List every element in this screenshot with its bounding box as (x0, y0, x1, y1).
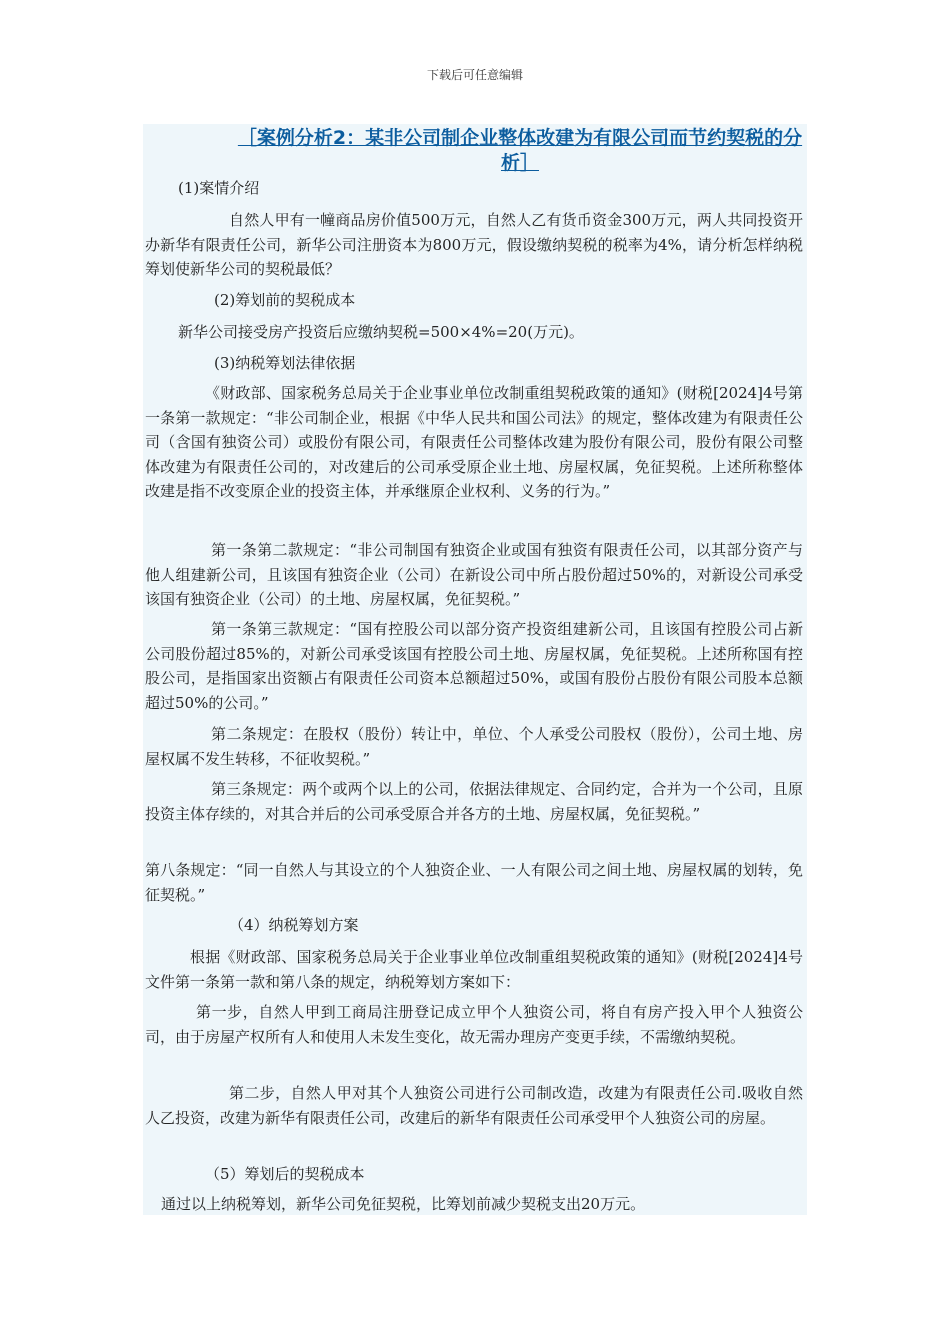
paragraph-article-1-clause-2: 第一条第二款规定：“非公司制国有独资企业或国有独资有限责任公司，以其部分资产与他人组建新公司，且该国有独资企业（公司）在新设公司中所占股份超过50%的，对新设公司承受该国有独资企业（公司）的土地、房屋权属，免征契税。” (145, 541, 803, 608)
article-title: ［案例分析2：某非公司制企业整体改建为有限公司而节约契税的分析］ (237, 127, 803, 174)
paragraph-step-two: 第二步，自然人甲对其个人独资公司进行公司制改造，改建为有限责任公司.吸收自然人乙投资，改建为新华有限责任公司，改建后的新华有限责任公司承受甲个人独资公司的房屋。 (145, 1084, 803, 1127)
page-header-note: 下载后可任意编辑 (426, 68, 523, 82)
heading-cost-before: (2)筹划前的契税成本 (214, 291, 356, 309)
paragraph-article-2: 第二条规定：在股权（股份）转让中，单位、个人承受公司股权（股份），公司土地、房屋权属不发生转移，不征收契税。” (145, 725, 803, 768)
paragraph-article-1-clause-3: 第一条第三款规定：“国有控股公司以部分资产投资组建新公司，且该国有控股公司占新公司股份超过85%的，对新公司承受该国有控股公司土地、房屋权属，免征契税。上述所称国有控股公司，是指国家出资额占有限责任公司资本总额超过50%，或国有股份占股份有限公司股本总额超过50%的公司。” (145, 620, 803, 712)
paragraph-article-8: 第八条规定：“同一自然人与其设立的个人独资企业、一人有限公司之间土地、房屋权属的划转，免征契税。” (145, 861, 803, 904)
paragraph-article-3: 第三条规定：两个或两个以上的公司，依据法律规定、合同约定，合并为一个公司，且原投资主体存续的，对其合并后的公司承受原合并各方的土地、房屋权属，免征契税。” (145, 780, 803, 823)
paragraph-cost-before-calc: 新华公司接受房产投资后应缴纳契税=500×4%=20(万元)。 (178, 323, 584, 341)
paragraph-cost-after-result: 通过以上纳税筹划，新华公司免征契税，比筹划前减少契税支出20万元。 (161, 1195, 646, 1213)
heading-planning-scheme: （4）纳税筹划方案 (229, 916, 359, 934)
paragraph-case-description: 自然人甲有一幢商品房价值500万元，自然人乙有货币资金300万元，两人共同投资开办新华有限责任公司，新华公司注册资本为800万元，假设缴纳契税的税率为4%，请分析怎样纳税筹划使新华公司的契税最低？ (145, 211, 803, 278)
heading-legal-basis: (3)纳税筹划法律依据 (214, 354, 356, 372)
heading-case-intro: (1)案情介绍 (178, 179, 260, 197)
paragraph-scheme-basis: 根据《财政部、国家税务总局关于企业事业单位改制重组契税政策的通知》(财税[2024]4号文件第一条第一款和第八条的规定，纳税筹划方案如下： (145, 948, 803, 991)
paragraph-article-1-clause-1: 《财政部、国家税务总局关于企业事业单位改制重组契税政策的通知》(财税[2024]4号第一条第一款规定：“非公司制企业，根据《中华人民共和国公司法》的规定，整体改建为有限责任公司（含国有独资公司）或股份有限公司，有限责任公司整体改建为股份有限公司，股份有限公司整体改建为有限责任公司的，对改建后的公司承受原企业土地、房屋权属，免征契税。上述所称整体改建是指不改变原企业的投资主体，并承继原企业权利、义务的行为。” (145, 384, 803, 500)
heading-cost-after: （5）筹划后的契税成本 (205, 1165, 365, 1183)
paragraph-step-one: 第一步，自然人甲到工商局注册登记成立甲个人独资公司，将自有房产投入甲个人独资公司，由于房屋产权所有人和使用人未发生变化，故无需办理房产变更手续，不需缴纳契税。 (145, 1003, 803, 1046)
